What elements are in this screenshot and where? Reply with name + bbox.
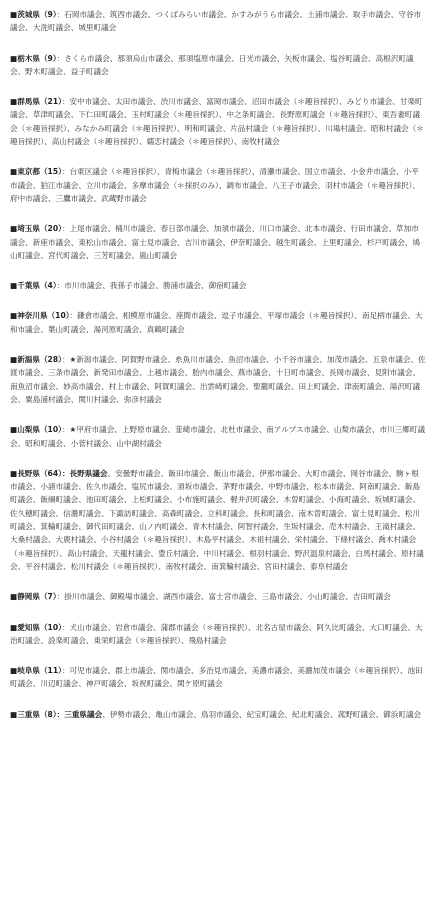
square-bullet-icon: ■ [10, 53, 18, 63]
square-bullet-icon: ■ [10, 97, 18, 107]
section-kanagawa [10, 309, 426, 336]
council-list: ：台東区議会（＊趣旨採択）、青梅市議会（＊趣旨採択）、清瀬市議会、国立市議会、小金井市議会、小平市議会、狛江市議会、立川市議会、多摩市議会（＊採択のみ）、調布市議会、八王子市議会、羽村市議会（＊趣旨採択）、府中市議会、三鷹市議会、武蔵野市議会 [10, 167, 421, 203]
section-shizuoka [10, 590, 426, 603]
prefecture-name: 新潟県（28） [17, 355, 62, 365]
council-list: ：鎌倉市議会、相模原市議会、座間市議会、逗子市議会、平塚市議会（＊趣旨採択）、南足柄市議会、大和市議会、葉山町議会、湯河原町議会、真鶴町議会 [10, 311, 423, 334]
council-list: ：掛川市議会、御殿場市議会、湖西市議会、富士宮市議会、三島市議会、小山町議会、吉田町議会 [56, 592, 391, 602]
prefecture-name: 岐阜県（11） [17, 666, 62, 676]
square-bullet-icon: ■ [10, 311, 18, 321]
prefecture-name: 三重県（8） [17, 709, 57, 719]
section-mie [10, 708, 426, 721]
council-list: 、伊勢市議会、亀山市議会、鳥羽市議会、紀宝町議会、紀北町議会、菰野町議会、御浜町議会 [102, 709, 422, 719]
prefectural-assembly: ：三重県議会 [56, 709, 103, 719]
section-tochigi [10, 52, 426, 79]
section-niigata [10, 353, 426, 406]
council-list: ：さくら市議会、那須烏山市議会、那須塩原市議会、日光市議会、矢板市議会、塩谷町議会、高根沢町議会、野木町議会、益子町議会 [10, 53, 414, 76]
section-ibaraki [10, 8, 426, 35]
prefecture-name: 群馬県（21） [17, 97, 62, 107]
council-list: ：可児市議会、郡上市議会、関市議会、多治見市議会、美濃市議会、美濃加茂市議会（＊趣旨採択）、池田町議会、川辺町議会、神戸町議会、坂祝町議会、関ケ原町議会 [10, 666, 423, 689]
prefecture-name: 長野県（64） [17, 468, 62, 478]
section-gifu [10, 664, 426, 691]
square-bullet-icon: ■ [10, 622, 18, 632]
council-list: ：石岡市議会、筑西市議会、つくばみらい市議会、かすみがうら市議会、土浦市議会、取手市議会、守谷市議会、大洗町議会、城里町議会 [10, 10, 422, 33]
prefectural-assembly: ：長野県議会 [61, 468, 108, 478]
prefecture-name: 千葉県（4） [17, 281, 57, 291]
square-bullet-icon: ■ [10, 709, 18, 719]
section-chiba [10, 279, 426, 292]
square-bullet-icon: ■ [10, 167, 18, 177]
section-saitama [10, 222, 426, 262]
section-gunma [10, 95, 426, 148]
council-list: ：★甲府市議会、上野原市議会、韮崎市議会、北杜市議会、南アルプス市議会、山梨市議会、市川三郷町議会、昭和町議会、小菅村議会、山中湖村議会 [10, 425, 426, 448]
section-nagano [10, 467, 426, 573]
prefecture-name: 栃木県（9） [17, 53, 57, 63]
prefecture-name: 埼玉県（20） [17, 224, 62, 234]
square-bullet-icon: ■ [10, 355, 18, 365]
prefecture-name: 山梨県（10） [17, 425, 62, 435]
council-list: ：上尾市議会、桶川市議会、春日部市議会、加須市議会、川口市議会、北本市議会、行田市議会、草加市議会、新座市議会、東松山市議会、富士見市議会、吉川市議会、伊奈町議会、越生町議会、上里町議会、杉戸町議会、鳩山町議会、宮代町議会、三芳町議会、嵐山町議会 [10, 224, 421, 260]
prefecture-name: 愛知県（10） [17, 622, 62, 632]
prefecture-name: 静岡県（7） [17, 592, 57, 602]
section-yamanashi [10, 423, 426, 450]
council-list: 、安曇野市議会、飯田市議会、飯山市議会、伊那市議会、大町市議会、岡谷市議会、駒ヶ根市議会、小諸市議会、佐久市議会、塩尻市議会、須坂市議会、茅野市議会、中野市議会、松本市議会、阿南町議会、飯島町議会、飯綱町議会、池田町議会、上松町議会、小布施町議会、軽井沢町議会、木曽町議会、小海町議会、坂城町議会、佐久穂町議会、信濃町議会、下諏訪町議会、高森町議会、立科町議会、長和町議会、南木曽町議会、富士見町議会、松川町議会、箕輪町議会、御代田町議会、山ノ内町議会、青木村議会、阿智村議会、生坂村議会、売木村議会、王滝村議会、大桑村議会、大鹿村議会、小谷村議会（＊趣旨採択）、木島平村議会、木祖村議会、栄村議会、下條村議会、喬木村議会（＊趣旨採択）、高山村議会、天龍村議会、豊丘村議会、中川村議会、根羽村議会、野沢温泉村議会、白馬村議会、原村議会、平谷村議会、松川村議会（＊趣旨採択）、南牧村議会、南箕輪村議会、宮田村議会、泰阜村議会 [10, 468, 424, 571]
square-bullet-icon: ■ [10, 224, 18, 234]
council-list: ：★新潟市議会、阿賀野市議会、糸魚川市議会、魚沼市議会、小千谷市議会、加茂市議会、五泉市議会、佐渡市議会、三条市議会、新発田市議会、上越市議会、胎内市議会、燕市議会、十日町市議会、長岡市議会、見附市議会、南魚沼市議会、妙高市議会、村上市議会、阿賀町議会、出雲崎町議会、聖籠町議会、田上町議会、津南町議会、湯沢町議会、粟島浦村議会、関川村議会、弥彦村議会 [10, 355, 426, 404]
square-bullet-icon: ■ [10, 281, 18, 291]
prefecture-name: 茨城県（9） [17, 10, 57, 19]
council-list: ：市川市議会、我孫子市議会、勝浦市議会、御宿町議会 [56, 281, 247, 291]
prefecture-name: 東京都（15） [17, 167, 62, 177]
square-bullet-icon: ■ [10, 425, 18, 435]
prefecture-name: 神奈川県（10） [17, 311, 70, 321]
section-aichi [10, 621, 426, 648]
square-bullet-icon: ■ [10, 666, 18, 676]
square-bullet-icon: ■ [10, 10, 18, 19]
square-bullet-icon: ■ [10, 468, 18, 478]
council-list: ：犬山市議会、岩倉市議会、蒲郡市議会（＊趣旨採択）、北名古屋市議会、阿久比町議会、大口町議会、大治町議会、設楽町議会、東栄町議会（＊趣旨採択）、飛島村議会 [10, 622, 423, 645]
section-tokyo [10, 165, 426, 205]
council-list: ：安中市議会、太田市議会、渋川市議会、富岡市議会、沼田市議会（＊趣旨採択）、みどり市議会、甘楽町議会、草津町議会、下仁田町議会、玉村町議会（＊趣旨採択）、中之条町議会、長野原町議会（＊趣旨採択）、東吾妻町議会（＊趣旨採択）、みなかみ町議会（＊趣旨採択）、明和町議会、片品村議会（＊趣旨採択）、川場村議会、昭和村議会（＊趣旨採択）、高山村議会（＊趣旨採択）、嬬恋村議会（＊趣旨採択）、南牧村議会 [10, 97, 424, 147]
square-bullet-icon: ■ [10, 592, 18, 602]
